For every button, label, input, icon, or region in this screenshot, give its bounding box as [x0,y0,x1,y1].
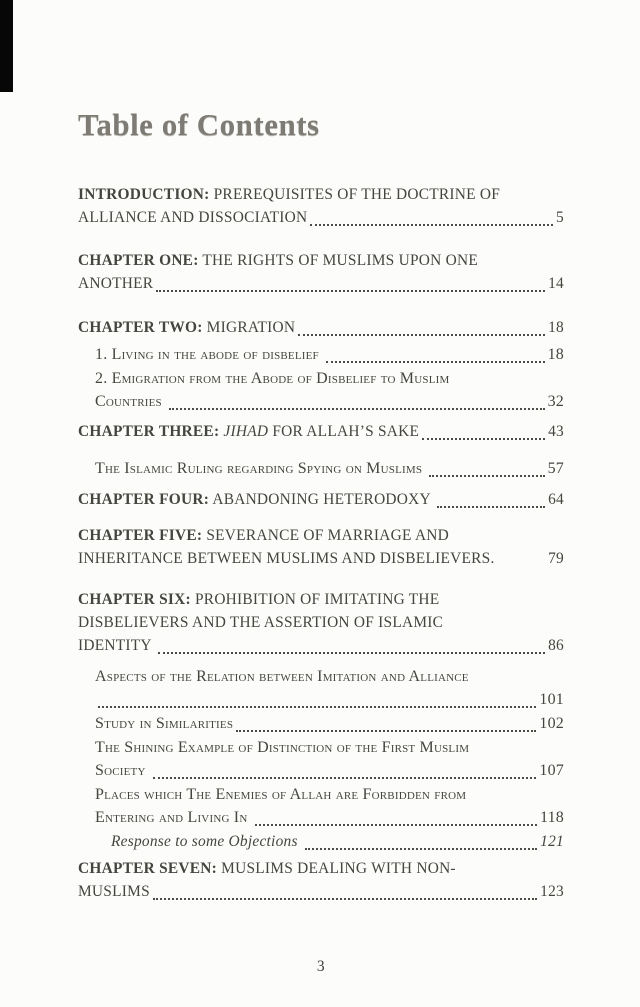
toc-row-ch6-1 [78,588,564,611]
entry-text: Entering and Living In [95,809,252,826]
entry-label: CHAPTER ONE: [78,252,199,269]
toc-row-sub-aspects-2 [78,688,564,712]
toc-row-sub-aspects-1 [78,665,564,688]
toc-row-ch1-1 [78,249,564,272]
entry-text: Countries [95,393,167,410]
page-number: 86 [548,637,564,654]
entry-text: MIGRATION [202,319,296,336]
page-number: 18 [547,346,564,363]
page-number: 5 [556,209,564,226]
entry-text: Aspects of the Relation between Imitation and Alliance [95,668,469,685]
dotted-leader [326,343,545,363]
toc-row-ch1-2 [78,272,564,296]
entry-text: DISBELIEVERS AND THE ASSERTION OF ISLAMIC [78,614,444,631]
dotted-leader [98,688,536,708]
page-number: 43 [548,423,564,440]
dotted-leader [310,206,553,226]
toc-row-ch7-1 [78,857,564,880]
entry-text: Study in Similarities [95,715,234,732]
entry-label: CHAPTER FOUR: [78,491,210,508]
page-number: 121 [540,833,564,850]
toc-row-ch4 [78,488,564,512]
page-number: 32 [547,393,564,410]
page-number: 18 [548,319,564,336]
dotted-leader [437,488,545,508]
entry-label: CHAPTER FIVE: [78,527,203,544]
entry-text: Places which The Enemies of Allah are Forbidden from [95,786,467,803]
entry-text: MUSLIMS DEALING WITH NON- [217,860,456,877]
page-number: 101 [539,691,564,708]
dotted-leader [422,420,545,440]
toc-row-sub-emigration-1 [78,367,564,390]
entry-label: CHAPTER SIX: [78,591,191,608]
page-number: 64 [548,491,564,508]
entry-label: CHAPTER TWO: [78,319,203,336]
toc-row-sub-shining-2 [78,759,564,783]
toc-row-sub-emigration-2 [78,390,564,414]
entry-text: PROHIBITION OF IMITATING THE [190,591,440,608]
dotted-leader [236,712,536,732]
entry-text: SEVERANCE OF MARRIAGE AND [202,527,450,544]
toc-row-ch5-2 [78,547,564,570]
toc-row-ch2 [78,316,564,340]
toc-row-ch6-2 [78,611,564,634]
dotted-leader [429,457,544,477]
dotted-leader [255,806,537,826]
page-number: 118 [539,809,564,826]
toc-row-sub-places-2 [78,806,564,830]
dotted-leader [153,759,537,779]
page-number: 107 [539,762,564,779]
page-number: 123 [540,883,564,900]
entry-text: IDENTITY [78,637,156,654]
entry-label: CHAPTER THREE: [78,423,220,440]
entry-text: The Islamic Ruling regarding Spying on Muslims [95,460,427,477]
entry-text: INHERITANCE BETWEEN MUSLIMS AND DISBELIEVERS. [78,550,495,567]
toc-row-sub-response [78,830,564,854]
toc-row-ch6-3 [78,634,564,658]
leader-spacer [498,547,546,565]
entry-text: ANOTHER [78,275,154,292]
entry-text: 1. Living in the abode of disbelief [95,346,324,363]
entry-text: THE RIGHTS OF MUSLIMS UPON ONE [198,252,478,269]
toc-row-ch7-2 [78,880,564,904]
page-title: Table of Contents [78,107,320,142]
dotted-leader [298,316,545,336]
entry-label: INTRODUCTION: [78,186,210,203]
dotted-leader [153,880,537,900]
entry-text: MUSLIMS [78,883,150,900]
page-number: 14 [548,275,564,292]
entry-label: CHAPTER SEVEN: [78,860,218,877]
entry-text: PREREQUISITES OF THE DOCTRINE OF [209,186,501,203]
entry-italic-text: JIHAD [219,423,269,440]
page-number: 102 [539,715,564,732]
entry-text: ABANDONING HETERODOXY [209,491,435,508]
entry-text: Society [95,762,150,779]
toc-row-ch3 [78,420,564,444]
toc-row-ch5-1 [78,524,564,547]
dotted-leader [158,634,545,654]
entry-text: FOR ALLAH’S SAKE [268,423,420,440]
footer-page-number: 3 [316,958,326,975]
toc-row-intro-2 [78,206,564,230]
toc-row-intro-1 [78,183,564,206]
toc-row-sub-shining-1 [78,736,564,759]
entry-text: ALLIANCE AND DISSOCIATION [78,209,308,226]
toc-row-sub-spying [78,457,564,481]
dotted-leader [169,390,545,410]
entry-text: Response to some Objections [111,833,302,850]
dotted-leader [156,272,545,292]
toc-row-sub-living [78,343,564,367]
scan-artifact-bar [0,0,13,92]
page-number: 57 [547,460,564,477]
dotted-leader [305,830,537,850]
toc-row-sub-study [78,712,564,736]
entry-text: The Shining Example of Distinction of the First Muslim [95,739,470,756]
entry-text: 2. Emigration from the Abode of Disbelief to Muslim [95,370,450,387]
toc-row-sub-places-1 [78,783,564,806]
page-number: 79 [548,550,564,567]
